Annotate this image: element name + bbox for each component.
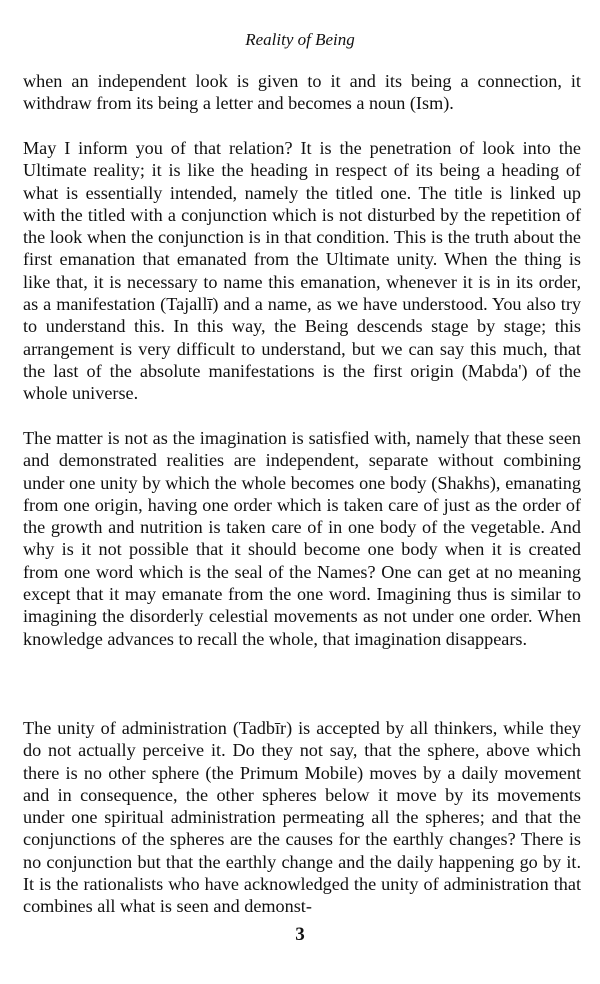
paragraph-continuation: when an independent look is given to it and its being a connection, it withdraw from its being a letter and becomes a noun (Ism). [23,71,581,114]
page-number: 3 [295,924,305,945]
running-header: Reality of Being [245,30,355,49]
paragraph-unity-of-administration: The unity of administration (Tadbīr) is accepted by all thinkers, while they do not actually perceive it. Do they not say, that the sphere, above which there is no other sphere (the Primum Mobile) moves by a daily movement and in consequence, the other spheres below it move by its movements under one spiritual administration permeating all the spheres; and that the conjunctions of the spheres are the causes for the earthly changes? There is no conjunction but that the earthly change and the daily happening go by it. It is the rationalists who have acknowledged the unity of administration that combines all what is seen and demonst- [23,718,581,917]
paragraph-emanation: May I inform you of that relation? It is the penetration of look into the Ultimate reality; it is like the heading in respect of its being a heading of what is essentially intended, namely the titled one. The title is linked up with the titled with a conjunction which is not disturbed by the repetition of the look when the conjunction is in that condition. This is the truth about the first emanation that emanated from the Ultimate unity. When the thing is like that, it is necessary to name this emanation, whenever it is in its order, as a manifestation (Tajallī) and a name, as we have understood. You also try to understand this. In this way, the Being descends stage by stage; this arrangement is very difficult to understand, but we can say this much, that the last of the absolute manifestations is the first origin (Mabda') of the whole universe. [23,138,581,404]
paragraph-unity-of-body: The matter is not as the imagination is satisfied with, namely that these seen and demonstrated realities are independent, separate without combining under one unity by which the whole becomes one body (Shakhs), emanating from one origin, having one order which is taken care of just as the order of the growth and nutrition is taken care of in one body of the vegetable. And why is it not possible that it should become one body when it is created from one word which is the seal of the Names? One can get at no meaning except that it may emanate from the one word. Imagining thus is similar to imagining the disorderly celestial movements as not under one order. When knowledge advances to recall the whole, that imagination disappears. [23,428,581,649]
